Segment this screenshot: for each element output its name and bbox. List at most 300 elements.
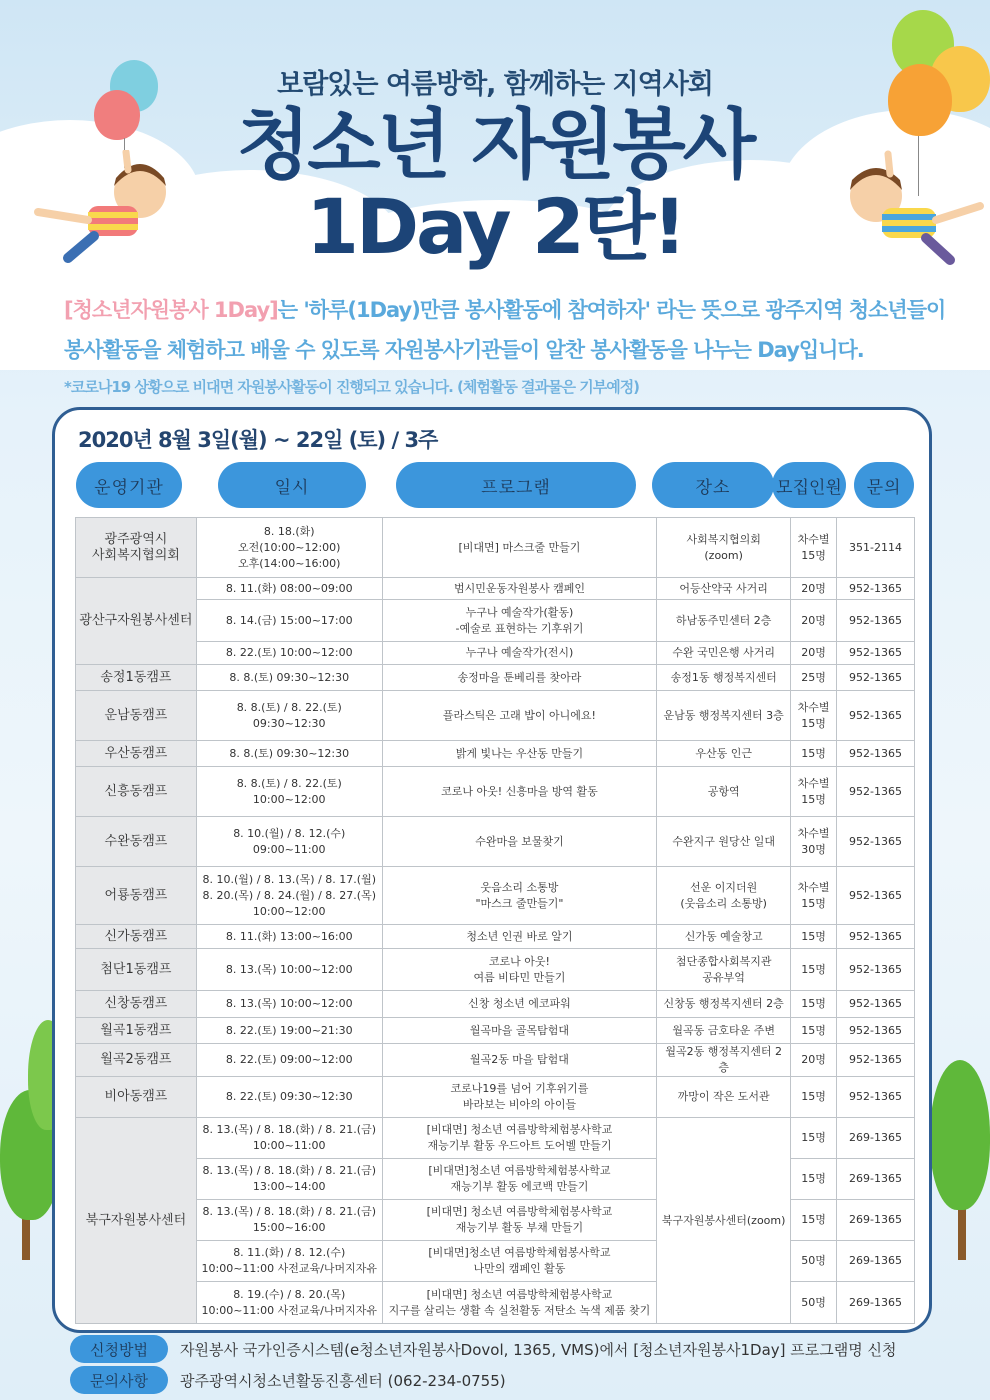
column-header-program: 프로그램 [396, 462, 636, 508]
contact-cell-line: 952-1365 [849, 784, 902, 798]
main-title [0, 100, 990, 271]
date-cell-line: 8. 13.(목) 10:00~12:00 [225, 997, 353, 1010]
recruit-cell-line: 15명 [801, 716, 826, 730]
recruit-cell-line: 15명 [801, 997, 826, 1010]
date-cell-line: 8. 22.(토) 09:30~12:30 [225, 1090, 353, 1103]
program-cell [382, 642, 657, 665]
org-cell-line: 비아동캠프 [104, 1089, 168, 1104]
recruit-cell-line: 20명 [801, 581, 826, 595]
date-cell [196, 691, 382, 741]
program-cell-line: [비대면] 청소년 여름방학체험봉사학교 [426, 1123, 613, 1136]
place-cell-line: 월곡동 금호타운 주변 [672, 1023, 775, 1037]
place-cell-line: 신가동 예술창고 [684, 929, 763, 943]
recruit-cell [791, 949, 837, 991]
program-cell-line: 밝게 빛나는 우산동 만들기 [455, 746, 584, 760]
date-cell [196, 1241, 382, 1282]
org-cell [76, 741, 197, 767]
place-cell [657, 767, 791, 817]
contact-row [70, 1366, 506, 1394]
program-cell [382, 600, 657, 642]
contact-cell [837, 642, 915, 665]
date-cell [196, 600, 382, 642]
date-cell-line: 8. 13.(목) / 8. 18.(화) / 8. 21.(금) [202, 1164, 376, 1177]
date-cell-line: 8. 13.(목) 10:00~12:00 [225, 962, 353, 976]
contact-cell-line: 952-1365 [849, 646, 902, 659]
recruit-cell-line: 50명 [801, 1254, 826, 1267]
contact-cell [837, 518, 915, 578]
date-cell [196, 949, 382, 991]
contact-cell [837, 691, 915, 741]
org-cell [76, 1077, 197, 1118]
program-cell-line: 코로나 아웃! 신흥마을 방역 활동 [441, 784, 598, 798]
period: 2020년 8월 3일(월) ~ 22일 (토) / 3주 [78, 428, 438, 452]
contact-cell-line: 952-1365 [849, 708, 902, 722]
program-cell-line: 플라스틱은 고래 밥이 아니에요! [442, 708, 596, 722]
contact-cell [837, 867, 915, 925]
program-cell-line: 웃음소리 소통방 [480, 880, 559, 894]
recruit-cell-line: 15명 [801, 746, 826, 760]
date-cell [196, 741, 382, 767]
place-cell-line: (웃음소리 소통방) [680, 896, 767, 910]
subtitle: 보람있는 여름방학, 함께하는 지역사회 [277, 69, 713, 100]
place-cell-line: 송정1동 행정복지센터 [670, 670, 777, 684]
org-cell [76, 867, 197, 925]
date-cell-line: 8. 8.(토) 09:30~12:30 [229, 670, 350, 684]
contact-cell [837, 1200, 915, 1241]
program-cell [382, 767, 657, 817]
date-cell-line: 8. 22.(토) 09:00~12:00 [225, 1053, 353, 1066]
contact-cell [837, 767, 915, 817]
table-row [76, 767, 915, 817]
program-cell [382, 741, 657, 767]
recruit-cell-line: 25명 [801, 670, 826, 684]
date-cell-line: 8. 14.(금) 15:00~17:00 [225, 613, 353, 627]
contact-cell-line: 269-1365 [849, 1172, 902, 1185]
program-cell [382, 949, 657, 991]
place-cell [657, 817, 791, 867]
recruit-cell-line: 15명 [801, 896, 826, 910]
program-cell [382, 1200, 657, 1241]
program-cell-line: 수완마을 보물찾기 [475, 834, 564, 848]
org-cell-line: 어룡동캠프 [104, 887, 168, 903]
contact-cell [837, 600, 915, 642]
org-cell-line: 송정1동캠프 [100, 669, 172, 685]
program-cell-line: [비대면]청소년 여름방학체험봉사학교 [428, 1246, 611, 1259]
contact-cell-line: 952-1365 [849, 1053, 902, 1066]
contact-cell-line: 952-1365 [849, 613, 902, 627]
recruit-cell [791, 867, 837, 925]
org-cell [76, 949, 197, 991]
contact-cell-line: 952-1365 [849, 834, 902, 848]
program-cell-line: [비대면] 마스크줄 만들기 [458, 540, 581, 554]
main-title-line1: 청소년 자원봉사 [236, 100, 754, 189]
program-cell [382, 991, 657, 1018]
program-cell-line: 코로나 아웃! [488, 954, 550, 968]
date-cell [196, 1200, 382, 1241]
column-header-recruit: 모집인원 [772, 462, 846, 508]
place-cell [657, 925, 791, 949]
place-cell-line: 북구자원봉사센터(zoom) [661, 1213, 786, 1227]
date-cell-line: 8. 11.(화) 13:00~16:00 [225, 929, 353, 943]
place-cell [657, 691, 791, 741]
date-cell-line: 8. 8.(토) / 8. 22.(토) [236, 776, 342, 790]
date-cell [196, 1077, 382, 1118]
org-cell [76, 925, 197, 949]
table-row [76, 1118, 915, 1159]
date-cell-line: 오전(10:00~12:00) [238, 540, 341, 554]
place-cell-line: 사회복지협의회 [686, 532, 761, 546]
date-cell-line: 오후(14:00~16:00) [238, 556, 341, 570]
place-cell [657, 578, 791, 600]
date-cell [196, 991, 382, 1018]
date-cell-line: 8. 8.(토) / 8. 22.(토) 09:30~12:30 [236, 700, 342, 730]
place-cell [657, 1018, 791, 1044]
recruit-cell-line: 30명 [801, 842, 826, 856]
program-cell-line: 나만의 캠페인 활동 [473, 1262, 566, 1275]
date-cell-line: 8. 11.(화) 08:00~09:00 [225, 581, 353, 595]
contact-label: 문의사항 [70, 1366, 168, 1394]
recruit-cell [791, 1044, 837, 1077]
org-cell [76, 518, 197, 578]
recruit-cell [791, 1282, 837, 1324]
recruit-cell-line: 차수별 [797, 532, 830, 546]
place-cell [657, 600, 791, 642]
recruit-cell-line: 15명 [801, 1090, 826, 1103]
program-cell [382, 1118, 657, 1159]
place-cell [657, 867, 791, 925]
org-cell-line: 사회복지협의회 [91, 547, 180, 563]
recruit-cell-line: 15명 [801, 1131, 826, 1144]
org-cell [76, 665, 197, 691]
contact-cell-line: 952-1365 [849, 746, 902, 760]
recruit-cell [791, 767, 837, 817]
program-cell [382, 867, 657, 925]
recruit-cell [791, 1118, 837, 1159]
table-row [76, 691, 915, 741]
date-cell [196, 1159, 382, 1200]
place-cell-line: 수완 국민은행 사거리 [672, 646, 775, 659]
recruit-cell [791, 665, 837, 691]
place-cell-line: 첨단종합사회복지관 [675, 954, 772, 968]
date-cell-line: 09:00~11:00 [252, 842, 326, 856]
apply-label: 신청방법 [70, 1335, 168, 1363]
table-row [76, 817, 915, 867]
recruit-cell [791, 741, 837, 767]
contact-cell [837, 1118, 915, 1159]
table-row [76, 518, 915, 578]
date-cell-line: 8. 11.(화) / 8. 12.(수) [233, 1246, 346, 1259]
intro-line1 [64, 294, 944, 324]
program-cell-line: [비대면]청소년 여름방학체험봉사학교 [428, 1164, 611, 1177]
column-header-contact: 문의 [854, 462, 914, 508]
recruit-cell [791, 642, 837, 665]
table-row [76, 1044, 915, 1077]
date-cell-line: 13:00~14:00 [252, 1180, 326, 1193]
date-cell-line: 8. 13.(목) / 8. 18.(화) / 8. 21.(금) [202, 1123, 376, 1136]
org-cell-line: 월곡1동캠프 [100, 1022, 172, 1038]
program-cell [382, 1077, 657, 1118]
program-cell [382, 925, 657, 949]
contact-cell-line: 269-1365 [849, 1213, 902, 1226]
place-cell-line: 수완지구 원당산 일대 [672, 834, 775, 848]
program-cell-line: 재능기부 활동 에코백 만들기 [450, 1180, 589, 1193]
program-cell [382, 1282, 657, 1324]
date-cell [196, 925, 382, 949]
contact-cell-line: 269-1365 [849, 1295, 902, 1309]
org-cell-line: 월곡2동캠프 [100, 1052, 172, 1067]
recruit-cell-line: 15명 [801, 792, 826, 806]
contact-cell [837, 741, 915, 767]
date-cell-line: 8. 19.(수) / 8. 20.(목) [233, 1287, 346, 1301]
contact-cell [837, 1241, 915, 1282]
program-cell [382, 578, 657, 600]
table-row [76, 741, 915, 767]
recruit-cell [791, 1077, 837, 1118]
contact-cell-line: 269-1365 [849, 1131, 902, 1144]
date-cell [196, 665, 382, 691]
place-cell-line: 월곡2동 행정복지센터 2층 [665, 1045, 782, 1074]
recruit-cell-line: 15명 [801, 548, 826, 562]
table-row [76, 925, 915, 949]
contact-cell-line: 952-1365 [849, 1023, 902, 1037]
org-cell-line: 우산동캠프 [104, 745, 168, 761]
org-cell-line: 첨단1동캠프 [100, 961, 172, 977]
program-cell [382, 817, 657, 867]
recruit-cell [791, 1159, 837, 1200]
program-cell [382, 665, 657, 691]
org-cell-line: 신흥동캠프 [104, 783, 168, 799]
contact-cell-line: 952-1365 [849, 962, 902, 976]
date-cell-line: 10:00~12:00 [252, 904, 326, 918]
recruit-cell [791, 1241, 837, 1282]
program-cell [382, 691, 657, 741]
intro-note: *코로나19 상황으로 비대면 자원봉사활동이 진행되고 있습니다. (체험활동 결과물은 기부예정) [64, 378, 640, 396]
program-cell-line: 재능기부 활동 부채 만들기 [455, 1221, 584, 1234]
program-cell-line: -예술로 표현하는 기후위기 [455, 621, 584, 635]
org-cell [76, 991, 197, 1018]
contact-cell [837, 1018, 915, 1044]
contact-cell [837, 665, 915, 691]
org-cell [76, 1018, 197, 1044]
date-cell-line: 8. 13.(목) / 8. 18.(화) / 8. 21.(금) [202, 1205, 376, 1218]
program-cell-line: 누구나 예술작가(전시) [465, 646, 574, 659]
place-cell-line: 공항역 [707, 784, 740, 798]
program-cell-line: 월곡마을 골목탐험대 [469, 1023, 570, 1037]
recruit-cell-line: 차수별 [797, 880, 830, 894]
recruit-cell-line: 차수별 [797, 776, 830, 790]
recruit-cell-line: 15명 [801, 962, 826, 976]
date-cell [196, 1118, 382, 1159]
recruit-cell [791, 600, 837, 642]
date-cell [196, 767, 382, 817]
place-cell [657, 949, 791, 991]
recruit-cell [791, 1018, 837, 1044]
contact-cell-line: 952-1365 [849, 888, 902, 902]
recruit-cell-line: 15명 [801, 1023, 826, 1037]
program-cell-line: 누구나 예술작가(활동) [465, 605, 574, 619]
main-title-line2: 1Day 2탄! [306, 182, 684, 271]
contact-cell [837, 817, 915, 867]
column-header-date: 일시 [218, 462, 366, 508]
intro-line2: 봉사활동을 체험하고 배울 수 있도록 자원봉사기관들이 알찬 봉사활동을 나누는 Day입니다. [64, 338, 864, 362]
recruit-cell-line: 50명 [801, 1295, 826, 1309]
contact-cell-line: 952-1365 [849, 670, 902, 684]
program-cell-line: 월곡2동 마을 탐험대 [469, 1053, 569, 1066]
place-cell-line: 우산동 인근 [695, 746, 752, 760]
place-cell [657, 1077, 791, 1118]
place-cell [657, 665, 791, 691]
program-cell-line: 범시민운동자원봉사 캠페인 [453, 581, 585, 595]
org-cell-line: 수완동캠프 [104, 833, 168, 849]
recruit-cell-line: 20명 [801, 646, 826, 659]
program-cell [382, 518, 657, 578]
table-row [76, 665, 915, 691]
place-cell [657, 642, 791, 665]
contact-cell-line: 351-2114 [849, 540, 902, 554]
program-cell-line: 청소년 인권 바로 알기 [466, 929, 573, 943]
contact-cell [837, 578, 915, 600]
contact-cell [837, 1282, 915, 1324]
program-cell-line: 여름 비타민 만들기 [473, 970, 566, 984]
date-cell [196, 518, 382, 578]
org-cell [76, 1118, 197, 1324]
table-row [76, 1077, 915, 1118]
program-cell-line: 코로나19를 넘어 기후위기를 [450, 1082, 589, 1095]
place-cell-line: 어등산약국 사거리 [679, 581, 768, 595]
org-cell-line: 광산구자원봉사센터 [79, 613, 193, 628]
place-cell-line: (zoom) [704, 548, 743, 562]
contact-cell [837, 925, 915, 949]
date-cell-line: 8. 8.(토) 09:30~12:30 [229, 746, 350, 760]
recruit-cell [791, 1200, 837, 1241]
contact-cell-line: 952-1365 [849, 929, 902, 943]
place-cell [657, 991, 791, 1018]
contact-cell-line: 952-1365 [849, 581, 902, 595]
recruit-cell [791, 578, 837, 600]
date-cell-line: 8. 22.(토) 10:00~12:00 [225, 646, 353, 659]
table-row [76, 991, 915, 1018]
column-header-org: 운영기관 [76, 462, 182, 508]
org-cell-line: 광주광역시 [104, 531, 168, 547]
apply-row [70, 1335, 896, 1363]
place-cell [657, 741, 791, 767]
org-cell-line: 북구자원봉사센터 [85, 1212, 187, 1228]
place-cell [657, 1044, 791, 1077]
place-cell [657, 1118, 791, 1324]
org-cell [76, 1044, 197, 1077]
tree [930, 1060, 990, 1210]
program-cell-line: 신창 청소년 에코파워 [468, 997, 571, 1010]
program-cell [382, 1159, 657, 1200]
recruit-cell-line: 차수별 [797, 826, 830, 840]
date-cell [196, 642, 382, 665]
date-cell-line: 10:00~12:00 [252, 792, 326, 806]
contact-cell-line: 952-1365 [849, 1090, 902, 1103]
recruit-cell [791, 518, 837, 578]
program-cell-line: 바라보는 비아의 아이들 [462, 1098, 577, 1111]
date-cell-line: 10:00~11:00 사전교육/나머지자유 [201, 1303, 377, 1317]
date-cell-line: 8. 10.(월) / 8. 13.(목) / 8. 17.(월) [202, 872, 376, 886]
recruit-cell-line: 15명 [801, 1172, 826, 1185]
program-cell-line: 송정마을 툰베리를 찾아라 [457, 670, 582, 684]
program-cell [382, 1018, 657, 1044]
program-cell-line: [비대면] 청소년 여름방학체험봉사학교 [426, 1205, 613, 1218]
table-row [76, 642, 915, 665]
contact-cell-line: 269-1365 [849, 1254, 902, 1267]
recruit-cell-line: 15명 [801, 1213, 826, 1226]
contact-cell [837, 1077, 915, 1118]
column-header-place: 장소 [652, 462, 774, 508]
place-cell-line: 신창동 행정복지센터 2층 [663, 997, 784, 1010]
intro-highlight: [청소년자원봉사 1Day] [64, 298, 278, 322]
place-cell-line: 까망이 작은 도서관 [677, 1090, 770, 1103]
org-cell-line: 신가동캠프 [104, 928, 168, 944]
schedule-table-body [76, 518, 915, 1324]
place-cell-line: 공유부엌 [702, 970, 745, 984]
schedule-table [75, 517, 915, 1324]
contact-cell [837, 1159, 915, 1200]
program-cell-line: [비대면] 청소년 여름방학체험봉사학교 [426, 1287, 613, 1301]
program-cell [382, 1044, 657, 1077]
program-cell-line: 재능기부 활동 우드아트 도어벨 만들기 [427, 1139, 612, 1152]
date-cell-line: 8. 20.(목) / 8. 24.(월) / 8. 27.(목) [202, 888, 376, 902]
table-row [76, 949, 915, 991]
date-cell [196, 867, 382, 925]
contact-text: 광주광역시청소년활동진흥센터 (062-234-0755) [180, 1371, 506, 1390]
date-cell-line: 10:00~11:00 사전교육/나머지자유 [201, 1262, 377, 1275]
recruit-cell-line: 차수별 [797, 700, 830, 714]
date-cell [196, 578, 382, 600]
apply-text: 자원봉사 국가인증시스템(e청소년자원봉사Dovol, 1365, VMS)에서 [청소년자원봉사1Day] 프로그램명 신청 [180, 1340, 897, 1359]
program-cell [382, 1241, 657, 1282]
table-row [76, 578, 915, 600]
org-cell [76, 578, 197, 665]
place-cell-line: 하남동주민센터 2층 [675, 613, 772, 627]
date-cell-line: 10:00~11:00 [252, 1139, 326, 1152]
recruit-cell-line: 15명 [801, 929, 826, 943]
intro-line1-text: 는 '하루(1Day)만큼 봉사활동에 참여하자' 라는 뜻으로 광주지역 청소년들이 [277, 298, 946, 322]
recruit-cell-line: 20명 [801, 1053, 826, 1066]
date-cell-line: 8. 18.(화) [263, 524, 315, 538]
date-cell [196, 1282, 382, 1324]
program-cell-line: "마스크 줄만들기" [475, 896, 564, 910]
date-cell [196, 1018, 382, 1044]
contact-cell [837, 1044, 915, 1077]
org-cell [76, 691, 197, 741]
recruit-cell [791, 817, 837, 867]
place-cell-line: 운남동 행정복지센터 3층 [663, 708, 784, 722]
program-cell-line: 지구를 살리는 생활 속 실천활동 저탄소 녹색 제품 찾기 [388, 1303, 651, 1317]
date-cell [196, 817, 382, 867]
contact-cell [837, 949, 915, 991]
org-cell-line: 운남동캠프 [104, 707, 168, 723]
org-cell [76, 817, 197, 867]
date-cell-line: 8. 22.(토) 19:00~21:30 [225, 1023, 353, 1037]
org-cell-line: 신창동캠프 [104, 996, 168, 1011]
table-row [76, 1018, 915, 1044]
recruit-cell [791, 925, 837, 949]
table-row [76, 600, 915, 642]
date-cell [196, 1044, 382, 1077]
table-row [76, 867, 915, 925]
recruit-cell-line: 20명 [801, 613, 826, 627]
org-cell [76, 767, 197, 817]
place-cell [657, 518, 791, 578]
date-cell-line: 15:00~16:00 [252, 1221, 326, 1234]
place-cell-line: 선운 이지더원 [690, 880, 758, 894]
recruit-cell [791, 691, 837, 741]
recruit-cell [791, 991, 837, 1018]
